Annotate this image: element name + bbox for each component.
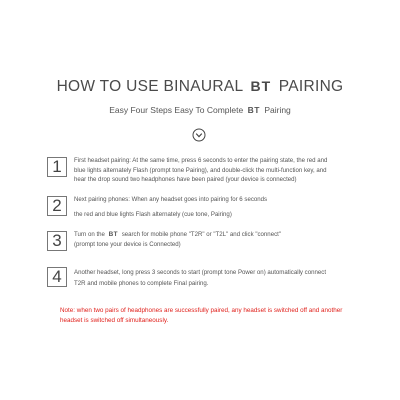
step-text-start: Turn on the <box>74 231 105 238</box>
step-number: 1 <box>47 157 67 177</box>
step-number: 4 <box>47 267 67 287</box>
subtitle-bt-logo: BT <box>247 105 260 115</box>
step-bt-logo: BT <box>108 231 118 238</box>
title-text-start: HOW TO USE BINAURAL <box>56 78 243 95</box>
step-text: Another headset, long press 3 seconds to start (prompt tone Power on) automatically connect T2R and mobile phones to complete Final pairing. <box>74 269 327 287</box>
note-text: Note: when two pairs of headphones are successfully paired, any headset is switched off and another headset is switched off simultaneously. <box>60 307 343 324</box>
step-text <box>74 195 336 219</box>
subtitle-text-end: Pairing <box>264 105 291 115</box>
step-number: 2 <box>47 196 67 216</box>
step-text <box>74 230 336 249</box>
page-subtitle <box>0 105 400 115</box>
page-title <box>0 78 400 96</box>
title-bt-logo: BT <box>250 78 272 94</box>
step-text-line: the red and blue lights Flash alternately (cue tone, Pairing) <box>74 210 232 218</box>
chevron-down-circle-icon <box>192 128 206 142</box>
title-text-end: PAIRING <box>278 78 344 95</box>
step-number: 3 <box>47 231 67 251</box>
subtitle-text-start: Easy Four Steps Easy To Complete <box>109 105 244 115</box>
step-text-line: (prompt tone your device is Connected) <box>74 240 181 248</box>
step-text: First headset pairing: At the same time, press 6 seconds to enter the pairing state, the red and blue lights alternately Flash (prompt tone Pairing), and double-click the multi-function key, and hear the drop sound two headphones have been paired (your device is connected) <box>74 157 328 184</box>
step-text-line: Next pairing phones: When any headset goes into pairing for 6 seconds <box>74 196 268 203</box>
step-text-end: search for mobile phone "T2R" or "T2L" and click "connect" <box>121 231 281 238</box>
step-text-line <box>74 230 336 240</box>
